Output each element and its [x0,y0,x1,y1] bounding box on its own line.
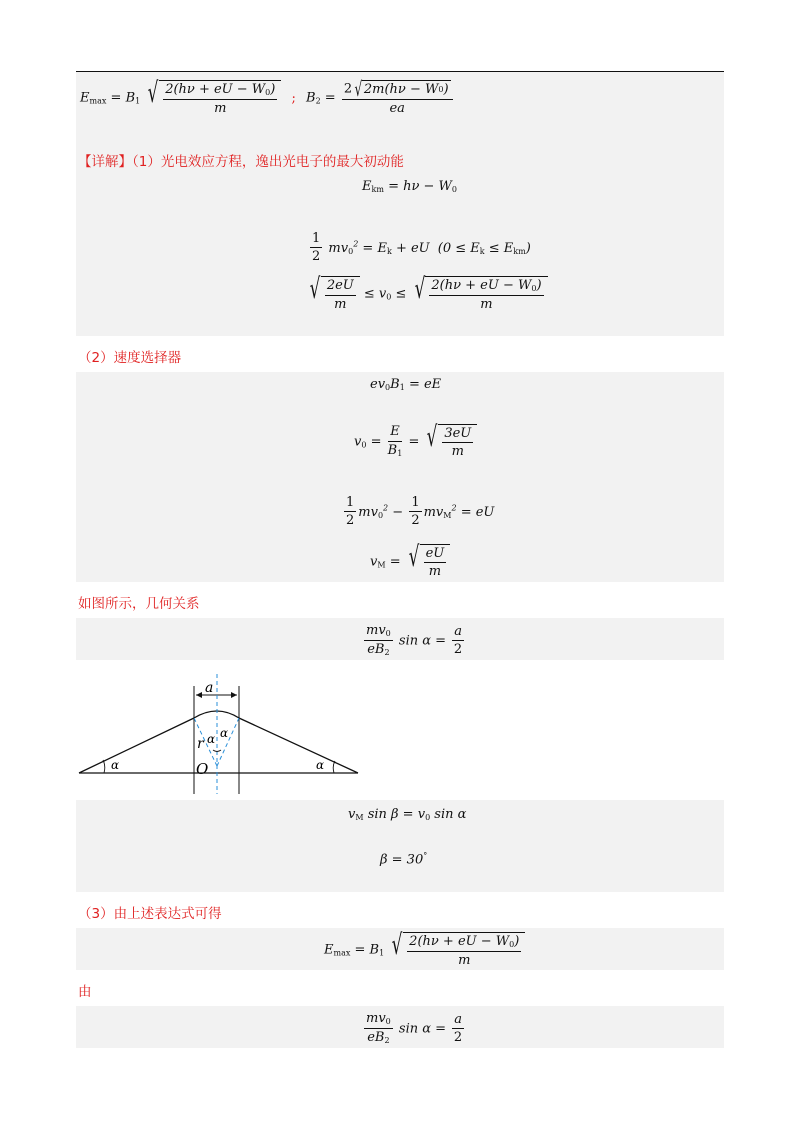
figure-label-r: r [197,736,204,752]
geometry-figure [76,666,366,796]
sine-relation-formula: $v_M$ $\sin \beta = v_0$ sin α [348,807,467,822]
v0-formula: $v_0$ = $\frac{E}{B_1}$ = √ $\frac{3eU}{m}$ [354,424,477,460]
final-geometry-formula: $\frac{mv_0}{eB_2}$ sin α = $\frac{a}{2}$ [366,1011,463,1045]
ekm-formula: $E_{km} = h\nu - W_0$ [362,179,457,194]
velocity-range-formula: √ $\frac{2eU}{m}$ ≤ $v_0$ ≤ √ $\frac{2(h\nu + eU - W_0)}{m}$ [306,276,548,312]
section3-label: （3）由上述表达式可得 [78,906,222,922]
emax-result-formula: $E_{max} = B_1$ √ $\frac{2(h\nu + eU - W_0)}{m}$ [324,932,525,968]
kinetic-energy-formula: $\frac{1}{2}$ $mv_0^2 = E_k$ + eU $(0 \le E_k \le E_{km})$ [312,231,531,265]
energy-difference-formula: $\frac{1}{2}$ $mv_0^2$ − $\frac{1}{2}$ $mv_M^2$ = eU [346,495,495,529]
force-balance-formula: $ev_0B_1$ = eE [370,377,442,392]
figure-alpha-left: α [207,732,216,746]
figure-alpha-br: α [316,758,325,772]
vm-formula: $v_M$ = √ $\frac{eU}{m}$ [370,544,450,580]
geometry-formula: $\frac{mv_0}{eB_2}$ sin α = $\frac{a}{2}$ [366,623,463,657]
section1-label: 【详解】（1）光电效应方程，逸出光电子的最大初动能 [78,154,404,170]
section4-label: 由 [78,984,92,1000]
section2-label: （2）速度选择器 [78,350,182,366]
emax-answer-formula: $E_{max} = B_1$ √ $\frac{2(h\nu + eU - W_0)}{m}$ ; $B_2$ = 2 √ 2m(hν − W 0 ) ea [80,80,455,116]
figure-label-a: a [205,680,214,696]
figure-alpha-right: α [220,726,229,740]
figure-alpha-bl: α [111,758,120,772]
geometry-label: 如图所示，几何关系 [78,596,200,612]
figure-label-o: O [196,760,209,778]
beta-formula: β = 30° [380,851,428,868]
